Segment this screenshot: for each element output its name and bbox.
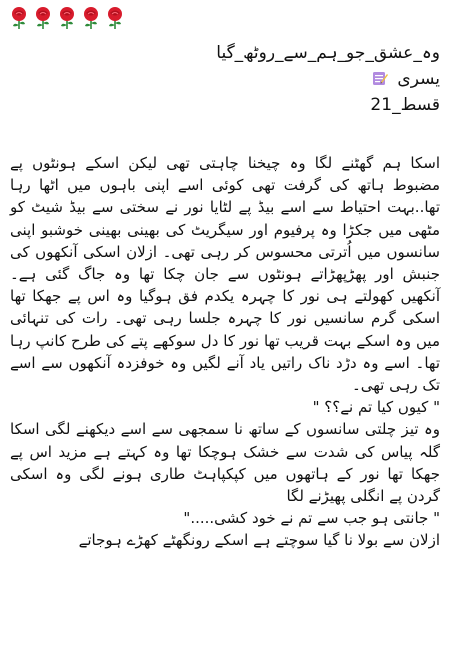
story-paragraph: ازلان سے بولا نا گیا سوچتے ہے اسکے رونگھٹے کھڑے ہوجاتے (78, 531, 440, 550)
episode-number: قسط_21 (370, 95, 440, 115)
author-line (140, 66, 440, 92)
story-title: وہ_عشق_جو_ہم_سے_روٹھ_گیا (216, 43, 440, 63)
dialogue-line: " کیوں کیا تم نے؟؟ " (312, 398, 440, 417)
story-body (10, 152, 440, 552)
story-paragraph: وہ تیز چلتی سانسوں کے ساتھ نا سمجھی سے اسے دیکھنے لگی اسکا گلہ پیاس کی شدت سے خشک ہوچکا تھا وہ کہتے ہے مزید اس پے جھکا تھا نور کے ہاتھوں میں کپکپاہٹ طاری ہونے لگی وہ اسکی گردن پے انگلی پھیڑنے لگا (10, 420, 440, 506)
rose-icon (80, 6, 102, 30)
rose-icon (32, 6, 54, 30)
dialogue-line: " جانتی ہو جب سے تم نے خود کشی....." (183, 509, 440, 528)
rose-icon (8, 6, 30, 30)
story-paragraph: اسکا ہم گھٹنے لگا وہ چیخنا چاہتی تھی لیکن اسکے ہونٹوں پے مضبوط ہاتھ کی گرفت تھی کوئی اسے اپنی باہوں میں اٹھا رہا تھا..بہت احتیاط سے اسے بیڈ پے لٹایا نور نے سختی سے بیڈ شیٹ کو مٹھی میں جکڑا وہ پرفیوم اور سیگریٹ کی بھینی بھینی خوشبو اپنی سانسوں میں اُترتی محسوس کر رہی تھی۔ ازلان اسکی آنکھوں کی جنبش اور پھڑپھڑاتے ہونٹوں سے جان چکا تھا وہ جاگ گئی ہے۔ آنکھیں کھولتے ہی نور کا چہرہ یکدم فق ہوگیا وہ اس پے جھکا تھا اسکی گرم سانسیں نور کا چہرہ جلسا رہی تھی۔ رات کی تنہائی میں وہ اسکے بہت قریب تھا نور کا دل سوکھے پتے کی طرح کانپ رہا تھا۔ اسے وہ دڑد ناک راتیں یاد آنے لگیں وہ خوفزدہ آنکھوں سے اسے تک رہی تھی۔ (10, 154, 440, 395)
rose-icon (104, 6, 126, 30)
rose-icon (56, 6, 78, 30)
story-header (140, 40, 440, 118)
author-name: یسری (397, 69, 440, 89)
rose-decoration-row (8, 6, 126, 30)
memo-pencil-icon (372, 70, 388, 86)
